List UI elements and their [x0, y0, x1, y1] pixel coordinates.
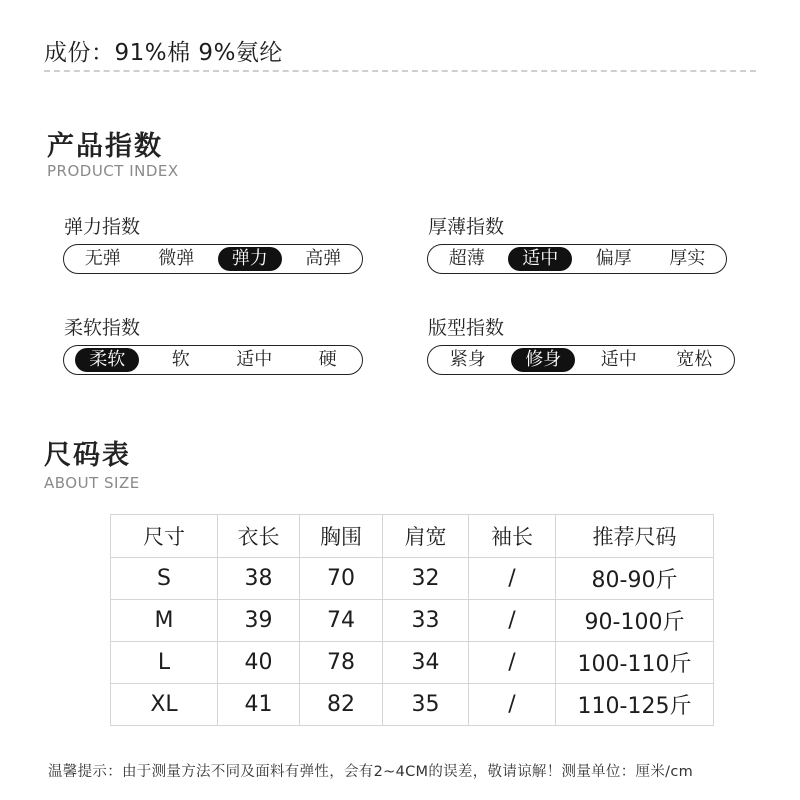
table-row	[111, 600, 714, 642]
table-cell: 35	[383, 684, 469, 726]
table-cell: 32	[383, 558, 469, 600]
thickness-option: 厚实	[669, 248, 706, 269]
size-chart-subtitle: ABOUT SIZE	[44, 474, 140, 492]
fit-option: 适中	[600, 349, 637, 370]
softness-label: 柔软指数	[64, 317, 141, 339]
fit-option: 宽松	[676, 349, 713, 370]
elasticity-option: 无弹	[84, 248, 121, 269]
thickness-option: 偏厚	[595, 248, 632, 269]
composition-text: 成份：91%棉 9%氨纶	[44, 40, 283, 66]
table-cell: 38	[218, 558, 300, 600]
elasticity-option: 微弹	[158, 248, 195, 269]
softness-scale	[63, 345, 363, 375]
softness-option: 硬	[318, 349, 337, 370]
product-index-subtitle: PRODUCT INDEX	[47, 162, 179, 180]
softness-option: 适中	[236, 349, 273, 370]
table-cell: /	[469, 684, 556, 726]
table-cell: 74	[300, 600, 383, 642]
header-cell: 衣长	[218, 515, 300, 558]
table-cell: /	[469, 600, 556, 642]
header-cell: 尺寸	[111, 515, 218, 558]
table-cell: S	[111, 558, 218, 600]
fit-option: 修身	[511, 348, 575, 372]
table-cell: /	[469, 642, 556, 684]
table-cell: M	[111, 600, 218, 642]
header-cell: 胸围	[300, 515, 383, 558]
table-cell: 90-100斤	[556, 600, 714, 642]
table-row	[111, 558, 714, 600]
header-cell: 袖长	[469, 515, 556, 558]
product-index-title: 产品指数	[47, 131, 163, 162]
thickness-scale	[427, 244, 727, 274]
table-row	[111, 684, 714, 726]
size-chart-title: 尺码表	[44, 440, 131, 471]
footer-note: 温馨提示：由于测量方法不同及面料有弹性，会有2~4CM的误差，敬请谅解！测量单位：厘米/cm	[48, 764, 694, 780]
thickness-option: 超薄	[448, 248, 485, 269]
table-cell: /	[469, 558, 556, 600]
table-cell: 33	[383, 600, 469, 642]
table-cell: 100-110斤	[556, 642, 714, 684]
dashed-divider	[44, 70, 756, 72]
table-cell: 34	[383, 642, 469, 684]
fit-scale	[427, 345, 735, 375]
table-cell: 40	[218, 642, 300, 684]
elasticity-option: 弹力	[218, 247, 282, 271]
softness-option: 柔软	[75, 348, 139, 372]
table-cell: 82	[300, 684, 383, 726]
table-cell: 70	[300, 558, 383, 600]
table-cell: 110-125斤	[556, 684, 714, 726]
elasticity-label: 弹力指数	[64, 216, 141, 238]
elasticity-scale	[63, 244, 363, 274]
softness-option: 软	[171, 349, 190, 370]
header-cell: 肩宽	[383, 515, 469, 558]
thickness-label: 厚薄指数	[428, 216, 505, 238]
header-cell: 推荐尺码	[556, 515, 714, 558]
table-cell: 80-90斤	[556, 558, 714, 600]
size-table	[110, 514, 714, 726]
table-cell: L	[111, 642, 218, 684]
table-cell: 39	[218, 600, 300, 642]
table-cell: XL	[111, 684, 218, 726]
fit-option: 紧身	[449, 349, 486, 370]
elasticity-option: 高弹	[305, 248, 342, 269]
table-cell: 41	[218, 684, 300, 726]
table-cell: 78	[300, 642, 383, 684]
thickness-option: 适中	[508, 247, 572, 271]
fit-label: 版型指数	[428, 317, 505, 339]
table-row	[111, 642, 714, 684]
table-header-row	[111, 515, 714, 558]
